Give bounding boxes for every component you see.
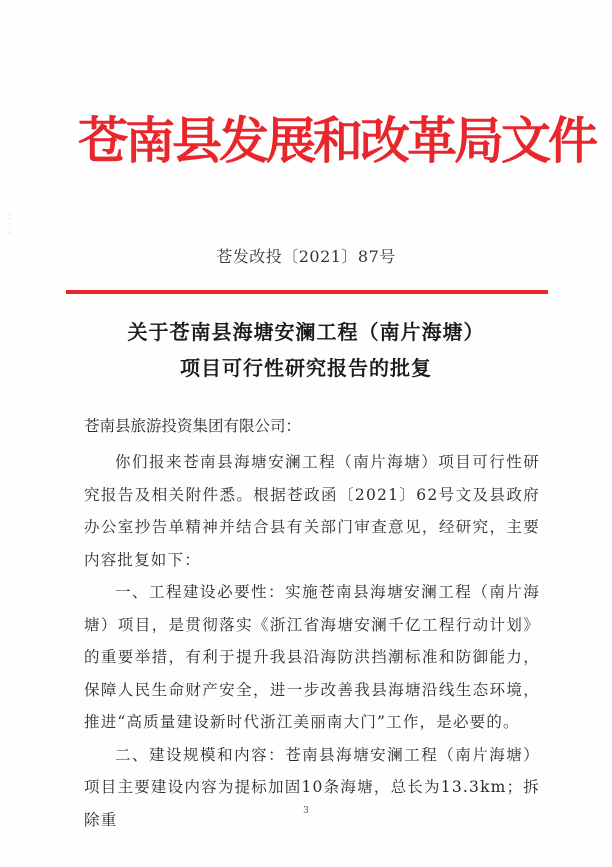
margin-mark: :	[8, 226, 12, 236]
document-number: 苍发改投〔2021〕87号	[216, 247, 396, 266]
body-text	[84, 446, 540, 836]
page-number: 3	[303, 806, 309, 816]
addressee: 苍南县旅游投资集团有限公司：	[84, 417, 302, 435]
document-title-line-1: 关于苍南县海塘安澜工程（南片海塘）	[127, 320, 485, 344]
red-divider-line	[66, 290, 548, 294]
document-title-line-2: 项目可行性研究报告的批复	[180, 356, 432, 380]
paragraph-necessity: 一、工程建设必要性：实施苍南县海塘安澜工程（南片海塘）项目，是贯彻落实《浙江省海塘安澜千亿工程行动计划》的重要举措，有利于提升我县沿海防洪挡潮标准和防御能力，保障人民生命财产安全，进一步改善我县海塘沿线生态环境，推进“高质量建设新时代浙江美丽南大门”工作，是必要的。	[84, 583, 540, 731]
paragraph-intro: 你们报来苍南县海塘安澜工程（南片海塘）项目可行性研究报告及相关附件悉。根据苍政函〔2021〕62号文及县政府办公室抄告单精神并结合县有关部门审查意见，经研究，主要内容批复如下：	[84, 453, 540, 569]
masthead-title: 苍南县发展和改革局文件	[78, 111, 595, 170]
paragraph-scale: 二、建设规模和内容：苍南县海塘安澜工程（南片海塘）项目主要建设内容为提标加固10条海塘，总长为13.3km；拆除重	[84, 745, 540, 829]
margin-mark: :	[8, 212, 12, 222]
